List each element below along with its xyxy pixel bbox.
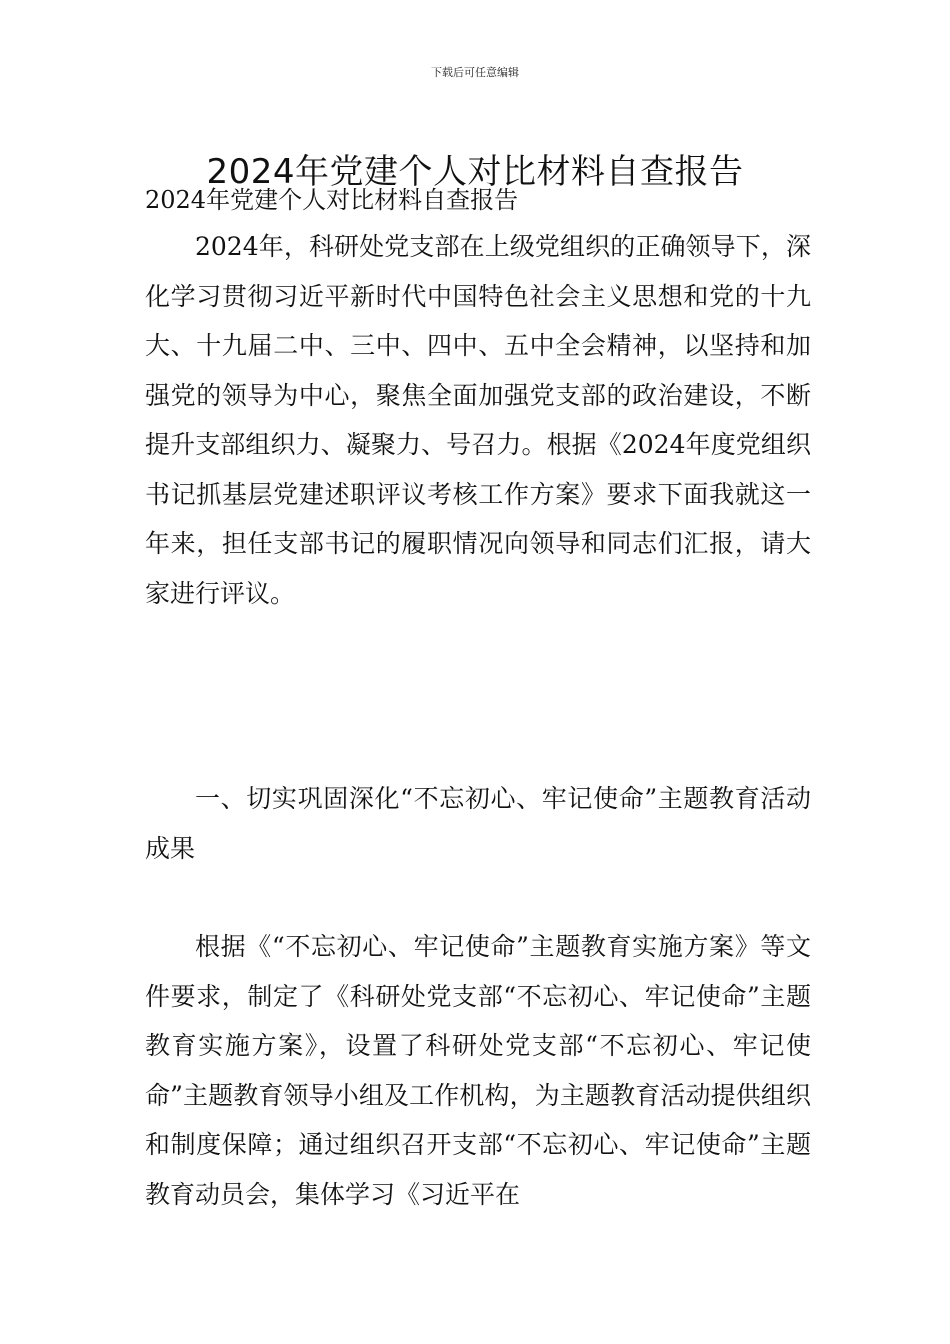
section-1-paragraph: 根据《“不忘初心、牢记使命”主题教育实施方案》等文件要求，制定了《科研处党支部“不忘初心、牢记使命”主题教育实施方案》，设置了科研处党支部“不忘初心、牢记使命”主题教育领导小组及工作机构，为主题教育活动提供组织和制度保障；通过组织召开支部“不忘初心、牢记使命”主题教育动员会，集体学习《习近平在 <box>145 932 811 1209</box>
section-1-heading: 一、切实巩固深化“不忘初心、牢记使命”主题教育活动成果 <box>145 784 811 863</box>
document-title: 2024年党建个人对比材料自查报告 <box>206 151 744 192</box>
document-subtitle: 2024年党建个人对比材料自查报告 <box>145 186 519 214</box>
intro-paragraph: 2024年，科研处党支部在上级党组织的正确领导下，深化学习贯彻习近平新时代中国特色社会主义思想和党的十九大、十九届二中、三中、四中、五中全会精神，以坚持和加强党的领导为中心，聚焦全面加强党支部的政治建设，不断提升支部组织力、凝聚力、号召力。根据《2024年度党组织书记抓基层党建述职评议考核工作方案》要求下面我就这一年来，担任支部书记的履职情况向领导和同志们汇报，请大家进行评议。 <box>145 232 811 608</box>
header-note: 下载后可任意编辑 <box>431 66 519 79</box>
